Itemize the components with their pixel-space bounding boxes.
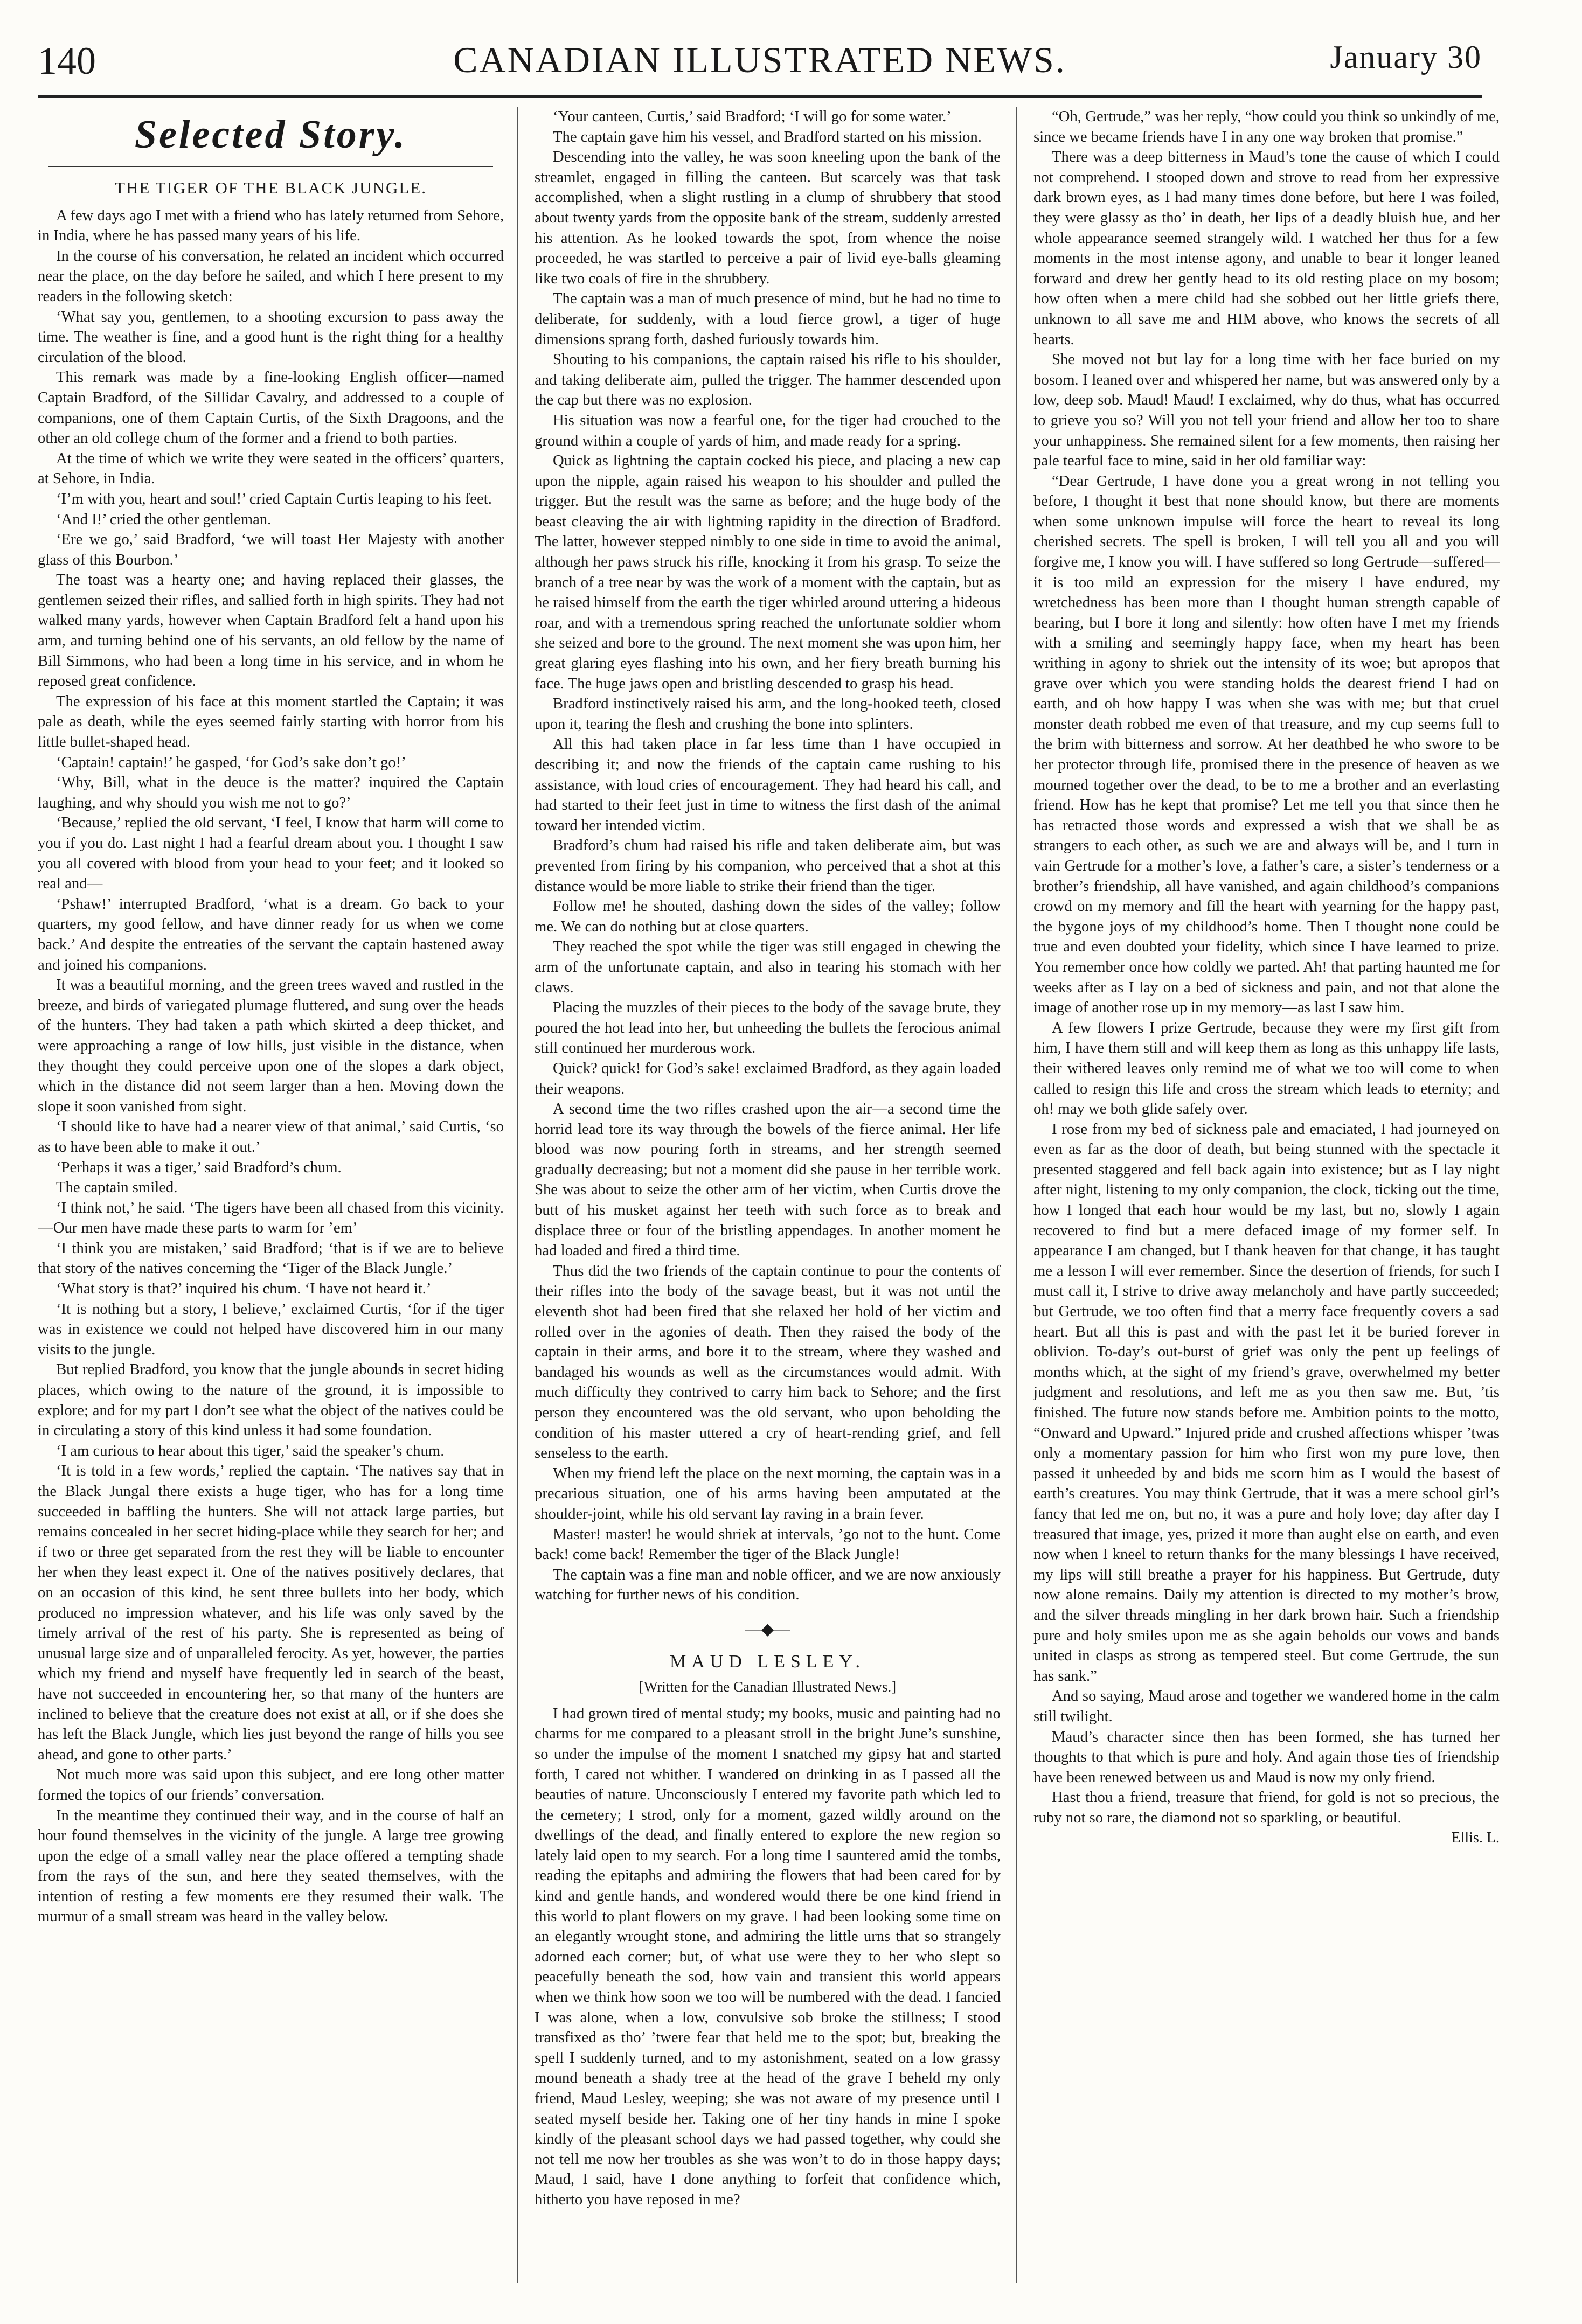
paragraph: At the time of which we write they were seated in the officers’ quarters, at Sehore, in India.	[38, 449, 504, 488]
paragraph: ‘It is nothing but a story, I believe,’ exclaimed Curtis, ‘for if the tiger was in existence we could not helped have discovered him in our many visits to the jungle.	[38, 1300, 504, 1358]
paragraph: All this had taken place in far less time than I have occupied in describing it; and now the friends of the captain came rushing to his assistance, with loud cries of encouragement. They had heard his call, and had started to their feet just in time to witness the first dash of the animal toward her intended victim.	[535, 735, 1001, 834]
paragraph: In the course of his conversation, he related an incident which occurred near the place, on the day before he sailed, and which I here present to my readers in the following sketch:	[38, 247, 504, 305]
story-title: THE TIGER OF THE BLACK JUNGLE.	[115, 178, 427, 197]
paragraph: She moved not but lay for a long time with her face buried on my bosom. I leaned over and whispered her name, but was answered only by a low, deep sob. Maud! Maud! I exclaimed, why do thus, what has occurred to grieve you so? Will you not tell your friend and allow her too to share your unhappiness. She remained silent for a few moments, then raising her pale tearful face to mine, said in her old familiar way:	[1033, 351, 1500, 470]
paragraph: Hast thou a friend, treasure that friend, for gold is not so precious, the ruby not so rare, the diamond not so sparkling, or beautiful.	[1033, 1789, 1500, 1826]
paragraph: But replied Bradford, you know that the jungle abounds in secret hiding places, which owing to the nature of the ground, it is impossible to explore; and for my part I don’t see what the object of the natives could be in circulating a story of this kind unless it had some foundation.	[38, 1361, 504, 1439]
column-1	[38, 107, 504, 2283]
section-heading: Selected Story.	[134, 113, 407, 157]
paragraph: I rose from my bed of sickness pale and emaciated, I had journeyed on even as far as the door of death, but being stunned with the spectacle it presented staggered and fell back again into existence; but as I lay night after night, listening to my only companion, the clock, ticking out the time, how I longed that each hour would be my last, but no, slowly I again recovered to find but a mere defaced image of my former self. In appearance I am changed, but I thank heaven for that change, it has taught me a lesson I will ever remember. Since the desertion of friends, for such I must call it, I strive to drive away melancholy and have partly succeeded; but Gertrude, we too often find that a merry face frequently covers a sad heart. But all this is past and with the past let it be buried forever in oblivion. To-day’s out-burst of grief was only the pent up feelings of months which, at the sight of my friend’s grave, overwhelmed my better judgment and resolutions, and left me as you then saw me. But, ’tis finished. The future now stands before me. Ambition points to the motto, “Onward and Upward.” Injured pride and crushed affections whisper ’twas only a momentary passion for him who first won my pure love, then passed it unheeded by and bids me scorn him as I would the basest of earth’s creatures. You may think Gertrude, that it was a mere school girl’s fancy that led me on, but no, it was a pure and holy love; day after day I treasured that image, yes, prized it more than aught else on earth, and even now when I kneel to return thanks for the many blessings I have received, my lips will still breathe a prayer for his happiness. But Gertrude, duty now alone remains. Daily my attention is directed to my mother’s brow, and the silver threads mingling in her dark brown hair. Such a friendship pure and holy smiles upon me as she again beholds our vows and bands united in clasps as strong as tempered steel. But come Gertrude, the sun has sank.”	[1033, 1120, 1500, 1685]
column-2	[535, 107, 1001, 2283]
paragraph: Placing the muzzles of their pieces to the body of the savage brute, they poured the hot lead into her, but unheeding the bullets the ferocious animal still continued her murderous work.	[535, 999, 1001, 1057]
author-signature: Ellis. L.	[1451, 1829, 1500, 1847]
page-number: 140	[38, 39, 96, 82]
paragraph: ‘Captain! captain!’ he gasped, ‘for God’s sake don’t go!’	[56, 753, 406, 771]
paragraph: ‘It is told in a few words,’ replied the captain. ‘The natives say that in the Black Jungal there exists a huge tiger, who has for a long time succeeded in baffling the hunters. She will not attack large parties, but remains concealed in her secret hiding-place while they search for her; and if two or three get separated from the rest they will be liable to encounter her when they least expect it. One of the natives positively declares, that on an occasion of this kind, he sent three bullets into her body, which produced no impression whatever, and his life was only saved by the timely arrival of the rest of his party. She is represented as being of unusual large size and of unparalleled ferocity. As yet, however, the parties which my friend and myself have frequently led in search of the beast, have not succeeded in encountering her, so that many of the hunters are inclined to believe that the creature does not exist at all, or if she does she has left the Black Jungle, which lies just beyond the range of hills you see ahead, and gone to other parts.’	[38, 1462, 504, 1763]
paragraph: Maud’s character since then has been formed, she has turned her thoughts to that which is pure and holy. And again those ties of friendship have been renewed between us and Maud is now my only friend.	[1033, 1728, 1500, 1786]
paragraph: It was a beautiful morning, and the green trees waved and rustled in the breeze, and birds of variegated plumage fluttered, and sung over the heads of the hunters. They had taken a path which skirted a deep thicket, and were approaching a range of low hills, just visible in the distance, when they thought they could perceive upon one of the slopes a dark object, which in the distance did not seem larger than a hen. Moving down the slope it soon vanished from sight.	[38, 976, 504, 1115]
section-heading-rule	[48, 165, 493, 167]
paragraph: ‘Pshaw!’ interrupted Bradford, ‘what is a dream. Go back to your quarters, my good fellow, and have dinner ready for us when we come back.’ And despite the entreaties of the servant the captain hastened away and joined his companions.	[38, 895, 504, 973]
publication-title: CANADIAN ILLUSTRATED NEWS.	[453, 39, 1066, 80]
paragraph: ‘I am curious to hear about this tiger,’ said the speaker’s chum.	[56, 1442, 445, 1459]
paragraph: The expression of his face at this moment startled the Captain; it was pale as death, while the eyes seemed fairly starting with horror from his little bullet-shaped head.	[38, 692, 504, 751]
ornament-divider: —◆—	[745, 1620, 790, 1638]
paragraph: Master! master! he would shriek at intervals, ’go not to the hunt. Come back! come back! Remember the tiger of the Black Jungle!	[535, 1525, 1001, 1563]
paragraph: His situation was now a fearful one, for the tiger had crouched to the ground within a couple of yards of him, and made ready for a spring.	[535, 411, 1001, 449]
paragraph: In the meantime they continued their way, and in the course of half an hour found themselves in the vicinity of the jungle. A large tree growing upon the edge of a small valley near the place offered a tempting shade from the rays of the sun, and here they seated themselves, with the intention of resting a few moments ere they resumed their walk. The murmur of a small stream was heard in the valley below.	[38, 1806, 504, 1925]
paragraph: Bradford’s chum had raised his rifle and taken deliberate aim, but was prevented from firing by his companion, who perceived that a shot at this distance would be more liable to strike their friend than the tiger.	[535, 837, 1001, 895]
paragraph: A second time the two rifles crashed upon the air—a second time the horrid lead tore its way through the bowels of the fierce animal. Her life blood was now pouring forth in streams, and her strength seemed gradually decreasing; but not a moment did she pause in her terrible work. She was about to seize the other arm of her victim, when Curtis drove the butt of his musket against her teeth with such force as to break and displace three or four of the bristling appendages. In another moment he had loaded and fired a third time.	[535, 1100, 1001, 1260]
paragraph: There was a deep bitterness in Maud’s tone the cause of which I could not comprehend. I stooped down and strove to read from her expressive dark brown eyes, as I had many times done before, but here I was foiled, they were glassy as tho’ in death, her lips of a deadly bluish hue, and her whole appearance seemed strangely wild. I watched her thus for a few moments in the most intense agony, and unable to bear it longer leaned forward and drew her gently head to its old resting place on my bosom; how often when a mere child had she sobbed out her little griefs there, unknown to all save me and HIM above, who knows the secrets of all hearts.	[1033, 148, 1500, 348]
paragraph: And so saying, Maud arose and together we wandered home in the calm still twilight.	[1033, 1687, 1500, 1725]
issue-date: January 30	[1330, 39, 1482, 75]
paragraph: Shouting to his companions, the captain raised his rifle to his shoulder, and taking deliberate aim, pulled the trigger. The hammer descended upon the cap but there was no explosion.	[535, 351, 1001, 409]
paragraph: ‘I should like to have had a nearer view of that animal,’ said Curtis, ‘so as to have been able to make it out.’	[38, 1118, 504, 1156]
paragraph: This remark was made by a fine-looking English officer—named Captain Bradford, of the Sillidar Cavalry, and addressed to a couple of companions, one of them Captain Curtis, of the Sixth Dragoons, and the other an old college chum of the former and a friend to both parties.	[38, 368, 504, 447]
paragraph: A few days ago I met with a friend who has lately returned from Sehore, in India, where he has passed many years of his life.	[38, 206, 504, 245]
paragraph: ‘And I!’ cried the other gentleman.	[56, 510, 272, 528]
paragraph: Quick? quick! for God’s sake! exclaimed Bradford, as they again loaded their weapons.	[535, 1059, 1001, 1097]
masthead-rule	[38, 95, 1482, 98]
column-divider	[517, 107, 518, 2283]
paragraph: “Oh, Gertrude,” was her reply, “how could you think so unkindly of me, since we became friends have I in any one way broken that promise.”	[1033, 108, 1500, 145]
story-title: MAUD LESLEY.	[669, 1651, 866, 1672]
paragraph: ‘Because,’ replied the old servant, ‘I feel, I know that harm will come to you if you do. Last night I had a fearful dream about you. I thought I saw you all covered with blood from your head to your feet; and it looked so real and—	[38, 814, 504, 893]
masthead	[38, 31, 1482, 101]
paragraph: Not much more was said upon this subject, and ere long other matter formed the topics of our friends’ conversation.	[38, 1766, 504, 1804]
column-divider	[1016, 107, 1017, 2283]
column-3	[1033, 107, 1500, 2283]
paragraph: The captain was a fine man and noble officer, and we are now anxiously watching for further news of his condition.	[535, 1565, 1001, 1604]
paragraph: Quick as lightning the captain cocked his piece, and placing a new cap upon the nipple, again raised his weapon to his shoulder and pulled the trigger. But the result was the same as before; and the huge body of the beast cleaving the air with lightning rapidity in the direction of Bradford. The latter, however stepped nimbly to one side in time to avoid the animal, although her paws struck his rifle, knocking it from his grasp. To seize the branch of a tree near by was the work of a moment with the captain, but as he raised himself from the earth the tiger whirled around uttering a hideous roar, and with a tremendous spring reached the unfortunate soldier whom she seized and bore to the ground. The next moment she was upon him, her great glaring eyes flashing into his own, and her fiery breath burning his face. The huge jaws open and bristling descended to grasp his head.	[535, 452, 1001, 692]
paragraph: ‘Perhaps it was a tiger,’ said Bradford’s chum.	[56, 1158, 342, 1176]
paragraph: The captain was a man of much presence of mind, but he had no time to deliberate, for suddenly, with a loud fierce growl, a tiger of huge dimensions sprang forth, dashed furiously towards him.	[535, 290, 1001, 348]
paragraph: Descending into the valley, he was soon kneeling upon the bank of the streamlet, engaged in filling the canteen. But scarcely was that task accomplished, when a slight rustling in a clump of shrubbery that stood about twenty yards from the opposite bank of the stream, suddenly arrested his attention. As he looked towards the spot, from whence the noise proceeded, he was startled to perceive a pair of livid eye-balls gleaming like two coals of fire in the shrubbery.	[535, 148, 1001, 287]
paragraph: They reached the spot while the tiger was still engaged in chewing the arm of the unfortunate captain, and also in tearing his stomach with her claws.	[535, 938, 1001, 996]
paragraph: ‘I think you are mistaken,’ said Bradford; ‘that is if we are to believe that story of the natives concerning the ‘Tiger of the Black Jungle.’	[38, 1239, 504, 1277]
paragraph: ‘Why, Bill, what in the deuce is the matter? inquired the Captain laughing, and why should you wish me not to go?’	[38, 774, 504, 811]
paragraph: Follow me! he shouted, dashing down the sides of the valley; follow me. We can do nothing but at close quarters.	[535, 897, 1001, 935]
paragraph: ‘What say you, gentlemen, to a shooting excursion to pass away the time. The weather is fine, and a good hunt is the right thing for a healthy circulation of the blood.	[38, 308, 504, 366]
paragraph: ‘Ere we go,’ said Bradford, ‘we will toast Her Majesty with another glass of this Bourbon.’	[38, 531, 504, 568]
paragraph: A few flowers I prize Gertrude, because they were my first gift from him, I have them still and will keep them as long as this unhappy life lasts, their withered leaves only remind me of what we too will come to when called to resign this life and cross the stream which leads to eternity; and oh! may we both glide safely over.	[1033, 1019, 1500, 1118]
paragraph: Thus did the two friends of the captain continue to pour the contents of their rifles into the body of the savage beast, but it was not until the eleventh shot had been fired that she relaxed her hold of her victim and rolled over in the agonies of death. Then they raised the body of the captain in their arms, and bore it to the stream, where they washed and bandaged his wounds as well as the circumstances would admit. With much difficulty they contrived to carry him back to Sehore; and the first person they encountered was the old servant, who upon beholding the condition of his master uttered a cry of heart-rending grief, and fell senseless to the earth.	[535, 1262, 1001, 1462]
paragraph: I had grown tired of mental study; my books, music and painting had no charms for me compared to a pleasant stroll in the bright June’s sunshine, so under the impulse of the moment I snatched my gipsy hat and started forth, I cared not whither. I wandered on drinking in as I passed all the beauties of nature. Unconsciously I entered my favorite path which led to the cemetery; I strod, only for a moment, gazed wildly around on the dwellings of the dead, and finally entered to explore the new region so lately laid open to my search. For a long time I sauntered amid the tombs, reading the epitaphs and admiring the flowers that had been cared for by kind and gentle hands, and wondered would there be one kind friend in this world to plant flowers on my grave. I had been looking some time on an elegantly wrought stone, and admiring the little urns that so strangely adorned each corner; but, of what use were they to her who slept so peacefully beneath the sod, how vain and transient this world appears when we think how soon we too will be numbered with the dead. I fancied I was alone, when a low, convulsive sob broke the stillness; I stood transfixed as tho’ ’twere fear that held me to the spot; but, breaking the spell I suddenly turned, and to my astonishment, seated on a low grassy mound beneath a shady tree at the head of the grave I beheld my only friend, Maud Lesley, weeping; she was not aware of my presence until I seated myself beside her. Taking one of her tiny hands in mine I spoke kindly of the pleasant school days we had passed together, why could she not tell me now her troubles as she was won’t to do in those happy days; Maud, I said, have I done anything to forfeit that confidence which, hitherto you have reposed in me?	[535, 1704, 1001, 2208]
paragraph: ‘I think not,’ he said. ‘The tigers have been all chased from this vicinity.—Our men have made these parts to warm for ’em’	[38, 1199, 504, 1237]
paragraph: When my friend left the place on the next morning, the captain was in a precarious situation, one of his arms having been amputated at the shoulder-joint, while his old servant lay raving in a brain fever.	[535, 1464, 1001, 1522]
byline: [Written for the Canadian Illustrated News.]	[639, 1679, 897, 1695]
paragraph: The toast was a hearty one; and having replaced their glasses, the gentlemen seized their rifles, and sallied forth in high spirits. They had not walked many yards, however when Captain Bradford felt a hand upon his arm, and turning behind one of his servants, an old fellow by the name of Bill Simmons, who had been a long time in his service, and in whom he reposed great confidence.	[38, 571, 504, 690]
paragraph: ‘What story is that?’ inquired his chum. ‘I have not heard it.’	[56, 1280, 432, 1298]
paragraph: “Dear Gertrude, I have done you a great wrong in not telling you before, I thought it best that none should know, but there are moments when some unknown impulse will force the heart to reveal its long cherished secrets. The spell is broken, I will tell you all and you will forgive me, I know you will. I have suffered so long Gertrude—suffered—it is too mild an expression for the misery I have endured, my wretchedness has been more than I thought human strength capable of bearing, but I bore it long and silently: how often have I met my friends with a smiling and seemingly happy face, when my heart has been writhing in agony to shriek out the intensity of its woe; but apropos that grave over which you were standing holds the dearest friend I had on earth, and oh how happy I was when she was with me; but that cruel monster death robbed me even of that treasure, and my cup seems full to the brim with bitterness and sorrow. At her deathbed he who swore to be her protector through life, promised there in the presence of heaven as we mourned together over the dead, to be to me a brother and an everlasting friend. How has he kept that promise? Let me tell you that since then he has retracted those words and expressed a wish that we shall be as strangers to each other, as such we are and always will be, and I turn in vain Gertrude for a mother’s love, a father’s care, a sister’s tenderness or a brother’s friendship, all have vanished, and again childhood’s companions crowd on my memory and fill the heart with yearning for the happy past, the bygone joys of my childhood’s home. Then I thought none could be true and even doubted your fidelity, which since I have learned to prize. You remember once how coldly we parted. Ah! that parting haunted me for weeks after as I lay on a bed of sickness and pain, and not that alone the image of another rose up in my memory—as last I saw him.	[1033, 472, 1500, 1017]
paragraph: The captain gave him his vessel, and Bradford started on his mission.	[553, 128, 982, 145]
paragraph: ‘I’m with you, heart and soul!’ cried Captain Curtis leaping to his feet.	[56, 490, 492, 507]
paragraph: ‘Your canteen, Curtis,’ said Bradford; ‘I will go for some water.’	[553, 108, 952, 125]
paragraph: Bradford instinctively raised his arm, and the long-hooked teeth, closed upon it, tearing the flesh and crushing the bone into splinters.	[535, 695, 1001, 733]
paragraph: The captain smiled.	[56, 1179, 178, 1196]
